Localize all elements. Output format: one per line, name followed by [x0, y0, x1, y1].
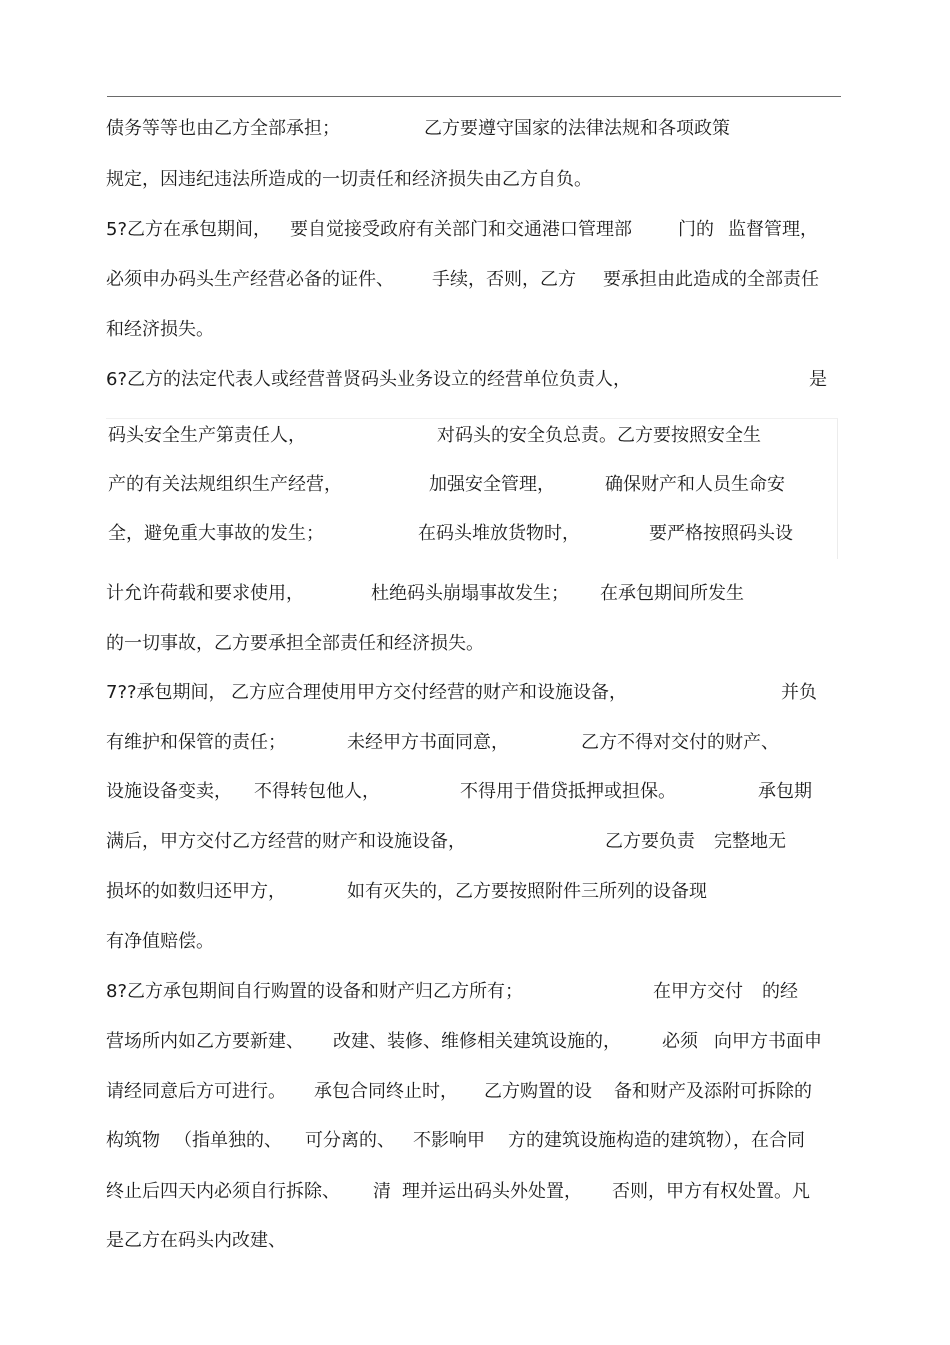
- text-segment: 满后，甲方交付乙方经营的财产和设施设备，: [106, 831, 466, 852]
- text-segment: 产的有关法规组织生产经营，: [108, 474, 342, 495]
- text-segment: 必须申办码头生产经营必备的证件、: [106, 269, 394, 290]
- text-segment: 有净值赔偿。: [106, 931, 214, 952]
- text-segment: 乙方应合理使用甲方交付经营的财产和设施设备，: [231, 682, 627, 703]
- text-segment: 全，避免重大事故的发生；: [108, 523, 324, 544]
- text-segment: 在码头堆放货物时，: [418, 523, 580, 544]
- text-segment: （指单独的、: [174, 1130, 282, 1151]
- text-segment: 可分离的、: [305, 1130, 395, 1151]
- text-segment: 确保财产和人员生命安: [605, 474, 785, 495]
- text-segment: 债务等等也由乙方全部承担；: [106, 118, 340, 139]
- text-segment: 请经同意后方可进行。: [106, 1081, 286, 1102]
- text-segment: 承包合同终止时，: [314, 1081, 458, 1102]
- text-segment: 承包期: [758, 781, 812, 802]
- text-segment: 必须: [662, 1031, 698, 1052]
- text-segment: 不得用于借贷抵押或担保。: [460, 781, 676, 802]
- text-segment: 的一切事故，乙方要承担全部责任和经济损失。: [106, 633, 484, 654]
- text-segment: 要自觉接受政府有关部门和交通港口管理部: [290, 219, 632, 240]
- text-segment: 未经甲方书面同意，: [347, 732, 509, 753]
- text-segment: 码头安全生产第责任人，: [108, 425, 306, 446]
- text-segment: 是: [809, 369, 827, 390]
- text-segment: 计允许荷载和要求使用，: [106, 583, 304, 604]
- text-segment: 加强安全管理，: [429, 474, 555, 495]
- text-segment: 营场所内如乙方要新建、: [106, 1031, 304, 1052]
- text-segment: 的经: [762, 981, 798, 1002]
- text-segment: 不得转包他人，: [254, 781, 380, 802]
- text-segment: 监督管理，: [728, 219, 818, 240]
- text-segment: 杜绝码头崩塌事故发生；: [371, 583, 569, 604]
- text-segment: 规定，因违纪违法所造成的一切责任和经济损失由乙方自负。: [106, 169, 592, 190]
- text-segment: 6?乙方的法定代表人或经营普贤码头业务设立的经营单位负责人，: [106, 369, 632, 390]
- text-segment: 乙方要遵守国家的法律法规和各项政策: [424, 118, 730, 139]
- text-segment: 要承担由此造成的全部责任: [603, 269, 819, 290]
- text-segment: 并负: [781, 682, 817, 703]
- text-segment: 理并运出码头外处置，: [402, 1181, 582, 1202]
- text-segment: 和经济损失。: [106, 319, 214, 340]
- text-segment: 完整地无: [714, 831, 786, 852]
- text-segment: 改建、装修、维修相关建筑设施的，: [333, 1031, 621, 1052]
- text-segment: 8?乙方承包期间自行购置的设备和财产归乙方所有；: [106, 981, 524, 1002]
- text-segment: 终止后四天内必须自行拆除、: [106, 1181, 340, 1202]
- text-segment: 乙方购置的设: [484, 1081, 592, 1102]
- text-segment: 向甲方书面申: [714, 1031, 822, 1052]
- text-segment: 备和财产及添附可拆除的: [614, 1081, 812, 1102]
- text-segment: 7??承包期间，: [106, 682, 227, 703]
- text-segment: 手续，否则，乙方: [432, 269, 576, 290]
- text-segment: 不影响甲: [413, 1130, 485, 1151]
- text-segment: 乙方要负责: [605, 831, 695, 852]
- text-segment: 如有灭失的，乙方要按照附件三所列的设备现: [347, 881, 707, 902]
- text-segment: 5?乙方在承包期间，: [106, 219, 272, 240]
- text-segment: 损坏的如数归还甲方，: [106, 881, 286, 902]
- text-segment: 在承包期间所发生: [600, 583, 744, 604]
- text-segment: 方的建筑设施构造的建筑物），在合同: [508, 1130, 805, 1151]
- text-segment: 是乙方在码头内改建、: [106, 1230, 286, 1251]
- text-segment: 有维护和保管的责任；: [106, 732, 286, 753]
- text-segment: 清: [373, 1181, 391, 1202]
- text-segment: 要严格按照码头设: [649, 523, 793, 544]
- text-segment: 否则，甲方有权处置。凡: [612, 1181, 810, 1202]
- text-segment: 在甲方交付: [653, 981, 743, 1002]
- text-segment: 对码头的安全负总责。乙方要按照安全生: [437, 425, 761, 446]
- header-rule: [107, 96, 841, 97]
- text-segment: 乙方不得对交付的财产、: [581, 732, 779, 753]
- text-segment: 构筑物: [106, 1130, 160, 1151]
- text-segment: 门的: [678, 219, 714, 240]
- text-segment: 设施设备变卖，: [106, 781, 232, 802]
